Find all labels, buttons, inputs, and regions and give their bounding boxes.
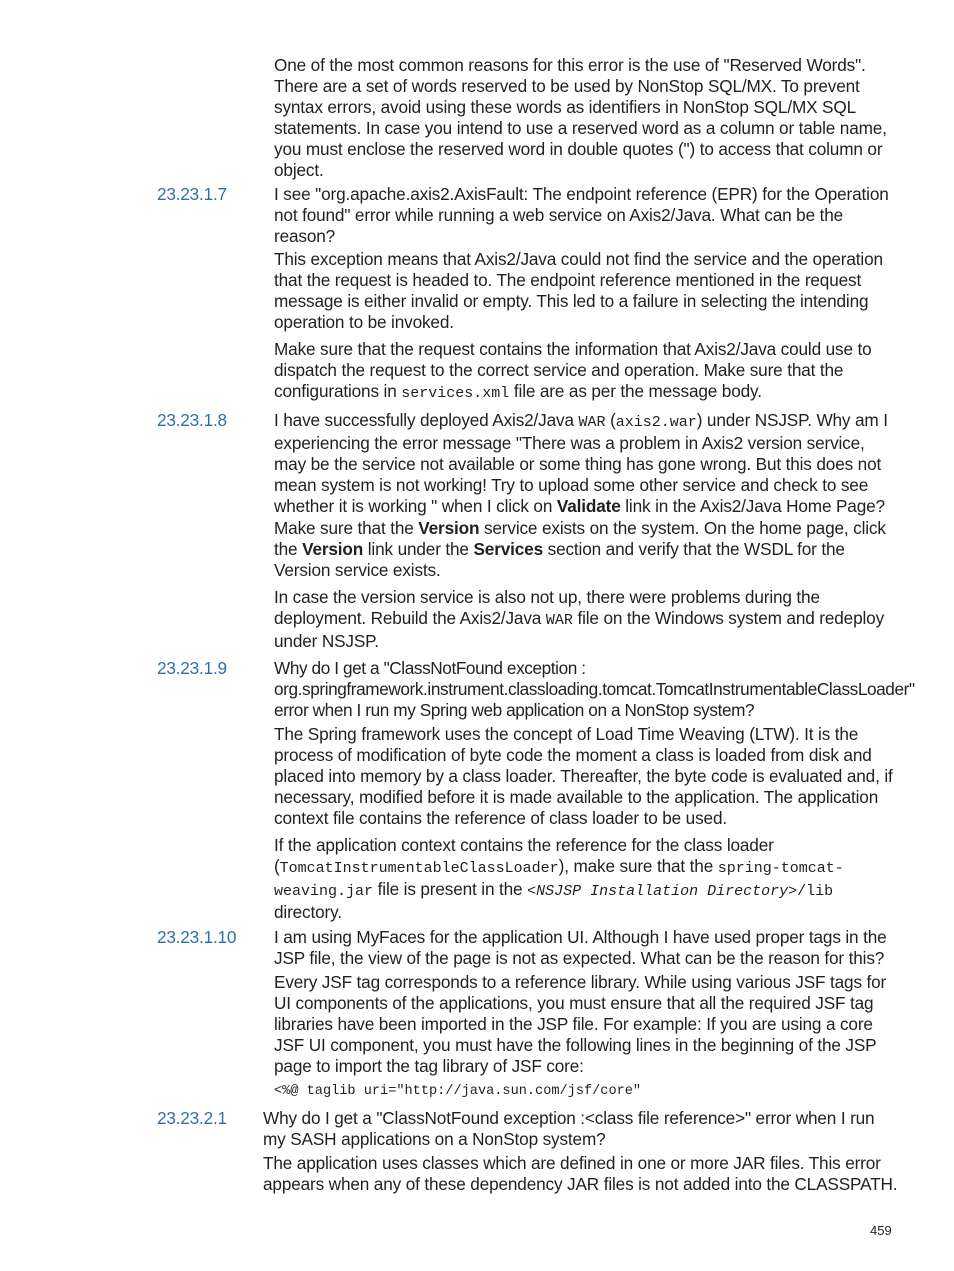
question-23-23-1-10: I am using MyFaces for the application UI. Although I have used proper tags in the JSP file, the view of the page is not as expected. What can be the reason for this? <box>274 927 887 968</box>
section-number-23-23-2-1: 23.23.2.1 <box>157 1108 227 1128</box>
intro-paragraph: One of the most common reasons for this error is the use of "Reserved Words". There are a set of words reserved to be used by NonStop SQL/MX. To prevent syntax errors, avoid using these words as identifiers in NonStop SQL/MX SQL statements. In case you intend to use a reserved word as a column or table name, you must enclose the reserved word in double quotes (") to access that column or object. <box>274 55 887 180</box>
answer-23-23-1-7-p2: Make sure that the request contains the information that Axis2/Java could use to dispatch the request to the correct service and operation. Make sure that the configurations in services.xml file are as per the message body. <box>274 339 872 402</box>
code-spring-tomcat-weaving-jar: spring-tomcat-weaving.jar <box>274 860 844 900</box>
section-number-23-23-1-10: 23.23.1.10 <box>157 927 237 947</box>
code-services-xml: services.xml <box>401 385 510 402</box>
answer-23-23-1-9-p2: If the application context contains the reference for the class loader (TomcatInstrumentableClassLoader), make sure that the spring-tomcat-weaving.jar file is present in the <NSJSP Installation Directory>/lib directory. <box>274 835 844 922</box>
question-23-23-1-8: I have successfully deployed Axis2/Java WAR (axis2.war) under NSJSP. Why am I experiencing the error message "There was a problem in Axis2 version service, may be the service not available or some thing has gone wrong. But this does not mean system is not working! Try to upload some other service and check to see whether it is working " when I click on Validate link in the Axis2/Java Home Page? <box>274 410 888 516</box>
bold-validate: Validate <box>556 496 621 516</box>
answer-23-23-1-8-p1: Make sure that the Version service exists on the system. On the home page, click the Version link under the Services section and verify that the WSDL for the Version service exists. <box>274 518 886 580</box>
question-23-23-1-9: Why do I get a "ClassNotFound exception : org.springframework.instrument.classloading.tomcat.TomcatInstrumentableClassLoader" error when I run my Spring web application on a NonStop system? <box>274 658 915 720</box>
answer-23-23-1-8-p2: In case the version service is also not up, there were problems during the deployment. Rebuild the Axis2/Java WAR file on the Windows system and redeploy under NSJSP. <box>274 587 885 651</box>
section-number-23-23-1-9: 23.23.1.9 <box>157 658 227 678</box>
code-taglib-line: <%@ taglib uri="http://java.sun.com/jsf/core" <box>274 1084 642 1099</box>
answer-23-23-2-1: The application uses classes which are defined in one or more JAR files. This error appears when any of these dependency JAR files is not added into the CLASSPATH. <box>263 1153 898 1194</box>
question-23-23-2-1: Why do I get a "ClassNotFound exception :<class file reference>" error when I run my SASH applications on a NonStop system? <box>263 1108 875 1149</box>
answer-23-23-1-10: Every JSF tag corresponds to a reference library. While using various JSF tags for UI components of the applications, you must ensure that all the required JSF tag libraries have been imported in the JSP file. For example: If you are using a core JSF UI component, you must have the following lines in the beginning of the JSP page to import the tag library of JSF core: <box>274 972 887 1076</box>
code-axis2-war: axis2.war <box>615 414 697 431</box>
section-number-23-23-1-8: 23.23.1.8 <box>157 410 227 430</box>
code-tomcat-classloader: TomcatInstrumentableClassLoader <box>279 860 559 877</box>
section-number-23-23-1-7: 23.23.1.7 <box>157 184 227 204</box>
question-23-23-1-7: I see "org.apache.axis2.AxisFault: The endpoint reference (EPR) for the Operation not found" error while running a web service on Axis2/Java. What can be the reason? <box>274 184 889 246</box>
page-number: 459 <box>870 1223 892 1238</box>
answer-23-23-1-7-p1: This exception means that Axis2/Java could not find the service and the operation that the request is headed to. The endpoint reference mentioned in the request message is either invalid or empty. This led to a failure in selecting the intending operation to be invoked. <box>274 249 883 332</box>
answer-23-23-1-9-p1: The Spring framework uses the concept of Load Time Weaving (LTW). It is the process of modification of byte code the moment a class is loaded from disk and placed into memory by a class loader. Thereafter, the byte code is evaluated and, if necessary, modified before it is made available to the application. The application context file contains the reference of class loader to be used. <box>274 724 893 828</box>
code-war: WAR <box>578 414 606 431</box>
